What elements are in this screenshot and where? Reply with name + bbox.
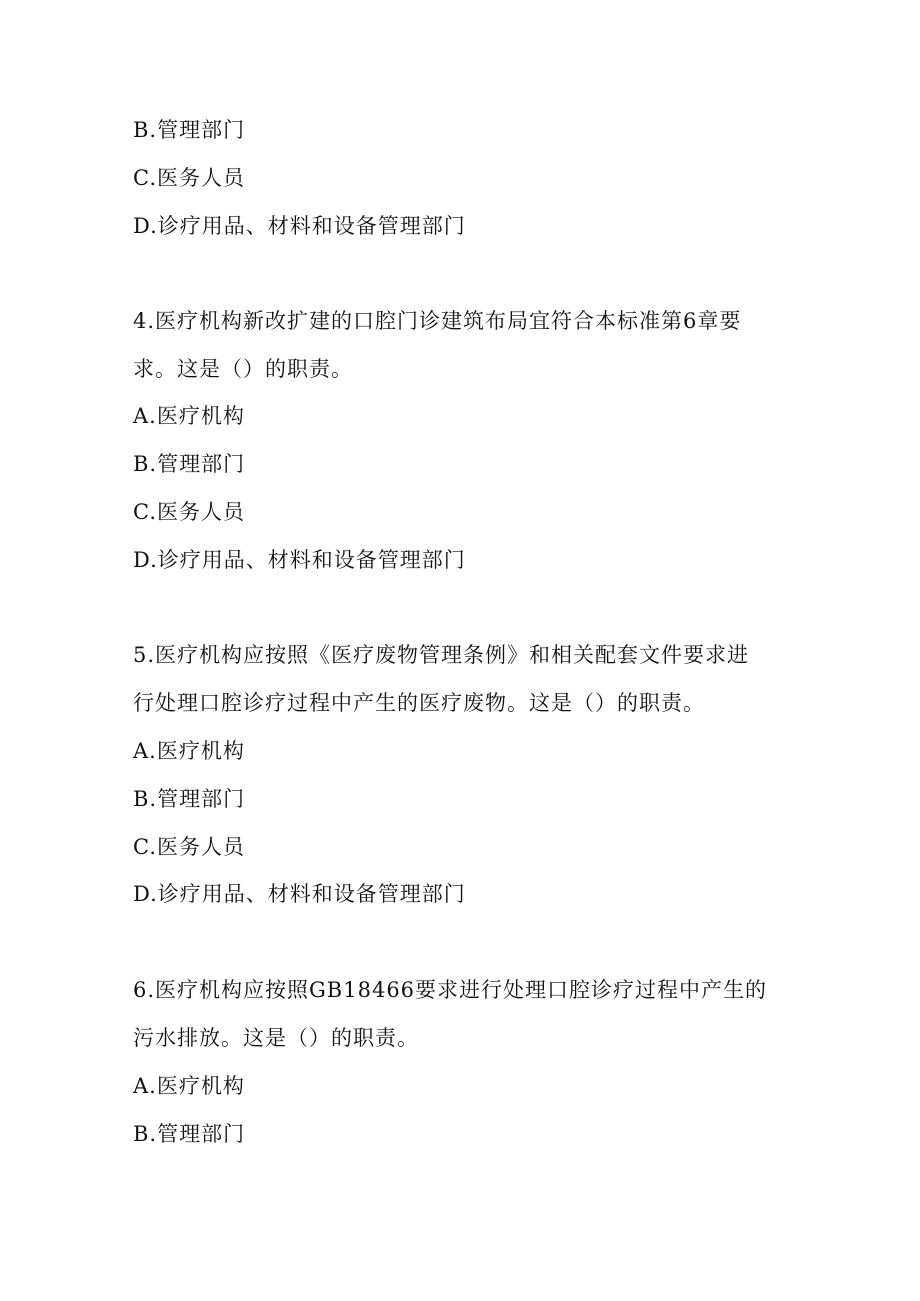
q6-stem-line2: 污水排放。这是（）的职责。 (133, 1026, 419, 1050)
q5-option-c: C.医务人员 (133, 835, 245, 859)
q3-option-d: D.诊疗用品、材料和设备管理部门 (133, 214, 466, 238)
q4-stem-line1: 4.医疗机构新改扩建的口腔门诊建筑布局宜符合本标准第6章要 (133, 309, 742, 333)
q4-option-b: B.管理部门 (133, 452, 246, 476)
q6-stem-line1: 6.医疗机构应按照GB18466要求进行处理口腔诊疗过程中产生的 (133, 978, 768, 1002)
q5-option-b: B.管理部门 (133, 787, 246, 811)
q5-stem-line1: 5.医疗机构应按照《医疗废物管理条例》和相关配套文件要求进 (133, 643, 750, 667)
q4-option-d: D.诊疗用品、材料和设备管理部门 (133, 548, 466, 572)
q4-option-c: C.医务人员 (133, 500, 245, 524)
q4-option-a: A.医疗机构 (133, 404, 245, 428)
q3-option-c: C.医务人员 (133, 166, 245, 190)
q5-option-d: D.诊疗用品、材料和设备管理部门 (133, 882, 466, 906)
q6-option-b: B.管理部门 (133, 1122, 246, 1146)
q3-option-b: B.管理部门 (133, 118, 246, 142)
q5-option-a: A.医疗机构 (133, 739, 245, 763)
q5-stem-line2: 行处理口腔诊疗过程中产生的医疗废物。这是（）的职责。 (133, 691, 705, 715)
q6-option-a: A.医疗机构 (133, 1074, 245, 1098)
q4-stem-line2: 求。这是（）的职责。 (133, 357, 353, 381)
